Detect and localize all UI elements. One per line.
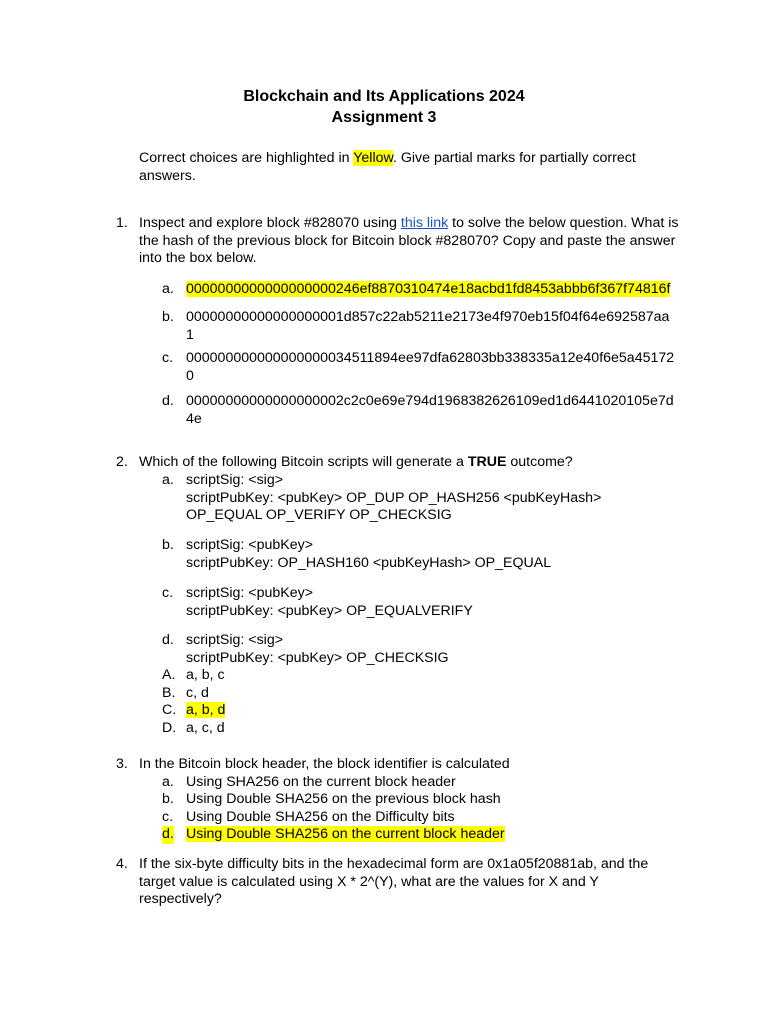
- q2-option-b-label: b.: [162, 537, 174, 553]
- q2-option-b: [186, 537, 681, 572]
- q3-option-a-text: Using SHA256 on the current block header: [186, 774, 456, 790]
- document-subtitle: Assignment 3: [331, 109, 437, 126]
- question-1-text-after: to solve the below question. What is the hash of the previous block for Bitcoin block #828070? Copy and paste the answer into the box below.: [139, 215, 679, 266]
- q2-choice-B-text: c, d: [186, 685, 209, 701]
- q2-choice-C: [186, 702, 681, 720]
- q2-option-b-line2: scriptPubKey: OP_HASH160 <pubKeyHash> OP_EQUAL: [186, 554, 552, 571]
- q2-choice-C-text: a, b, d: [186, 702, 226, 718]
- intro-highlight-word: Yellow: [353, 150, 393, 166]
- q1-option-c-text: 000000000000000000034511894ee97dfa62803bb338335a12e40f6e5a451720: [186, 350, 675, 384]
- q2-choice-A-text: a, b, c: [186, 667, 225, 683]
- question-4-number: 4.: [116, 856, 128, 872]
- document-title: Blockchain and Its Applications 2024: [243, 88, 525, 105]
- q2-option-a: [186, 472, 626, 525]
- q2-choice-D-label: D.: [162, 720, 177, 736]
- q2-option-c-line2: scriptPubKey: <pubKey> OP_EQUALVERIFY: [186, 602, 473, 619]
- q1-option-a-label: a.: [162, 281, 174, 297]
- q3-option-b-label: b.: [162, 791, 174, 807]
- q2-option-a-line2: scriptPubKey: <pubKey> OP_DUP OP_HASH256 <pubKeyHash> OP_EQUAL OP_VERIFY OP_CHECKSIG: [186, 489, 602, 523]
- q1-option-d-text: 00000000000000000002c2c0e69e794d1968382626109ed1d6441020105e7d4e: [186, 393, 674, 427]
- q2-option-d: [186, 632, 681, 667]
- q3-option-b-text: Using Double SHA256 on the previous block hash: [186, 791, 501, 807]
- question-4-text: If the six-byte difficulty bits in the hexadecimal form are 0x1a05f20881ab, and the target value is calculated using X * 2^(Y), what are the values for X and Y respectively?: [139, 856, 649, 907]
- q2-choice-B-label: B.: [162, 685, 176, 701]
- q3-option-c-label: c.: [162, 809, 174, 825]
- q3-option-d: [186, 826, 681, 844]
- q2-choice-C-label: C.: [162, 702, 177, 718]
- q1-option-d-label: d.: [162, 393, 174, 409]
- q2-option-c-line1: scriptSig: <pubKey>: [186, 585, 313, 601]
- question-3-text: In the Bitcoin block header, the block identifier is calculated: [139, 756, 510, 772]
- q2-option-d-label: d.: [162, 632, 174, 648]
- intro-text-before: Correct choices are highlighted in: [139, 150, 354, 166]
- q1-option-a: [186, 281, 681, 299]
- q3-option-a-label: a.: [162, 774, 174, 790]
- q2-option-c: [186, 585, 681, 620]
- intro-paragraph: [139, 150, 659, 185]
- q2-option-a-line1: scriptSig: <sig>: [186, 472, 283, 488]
- question-1-number: 1.: [116, 215, 128, 231]
- q1-option-b-label: b.: [162, 309, 174, 325]
- q1-option-c-label: c.: [162, 350, 174, 366]
- q2-choice-A-label: A.: [162, 667, 176, 683]
- q3-option-c-text: Using Double SHA256 on the Difficulty bits: [186, 809, 455, 825]
- q2-option-b-line1: scriptSig: <pubKey>: [186, 537, 313, 553]
- q2-choice-D-text: a, c, d: [186, 720, 225, 736]
- q2-option-d-line1: scriptSig: <sig>: [186, 632, 283, 648]
- question-1-text: [139, 215, 684, 268]
- q1-option-a-text: 0000000000000000000246ef8870310474e18acbd1fd8453abbb6f367f74816f: [186, 281, 671, 297]
- question-3-number: 3.: [116, 756, 128, 772]
- q3-option-d-text: Using Double SHA256 on the current block header: [186, 826, 505, 842]
- question-2-number: 2.: [116, 454, 128, 470]
- q3-option-d-label: d.: [162, 826, 174, 842]
- q2-option-d-line2: scriptPubKey: <pubKey> OP_CHECKSIG: [186, 649, 449, 666]
- question-2-text-before: Which of the following Bitcoin scripts will generate a: [139, 454, 468, 470]
- q1-option-b-text: 00000000000000000001d857c22ab5211e2173e4f970eb15f04f64e692587aa1: [186, 309, 670, 343]
- q2-option-a-label: a.: [162, 472, 174, 488]
- question-1-link[interactable]: this link: [400, 215, 449, 231]
- intro-text-after: . Give partial marks for partially correct answers.: [139, 150, 636, 184]
- question-2-text-after: outcome?: [506, 454, 573, 470]
- question-2-text: [139, 454, 684, 472]
- question-2-bold: TRUE: [467, 454, 507, 470]
- question-1-text-before: Inspect and explore block #828070 using: [139, 215, 401, 231]
- q2-option-c-label: c.: [162, 585, 174, 601]
